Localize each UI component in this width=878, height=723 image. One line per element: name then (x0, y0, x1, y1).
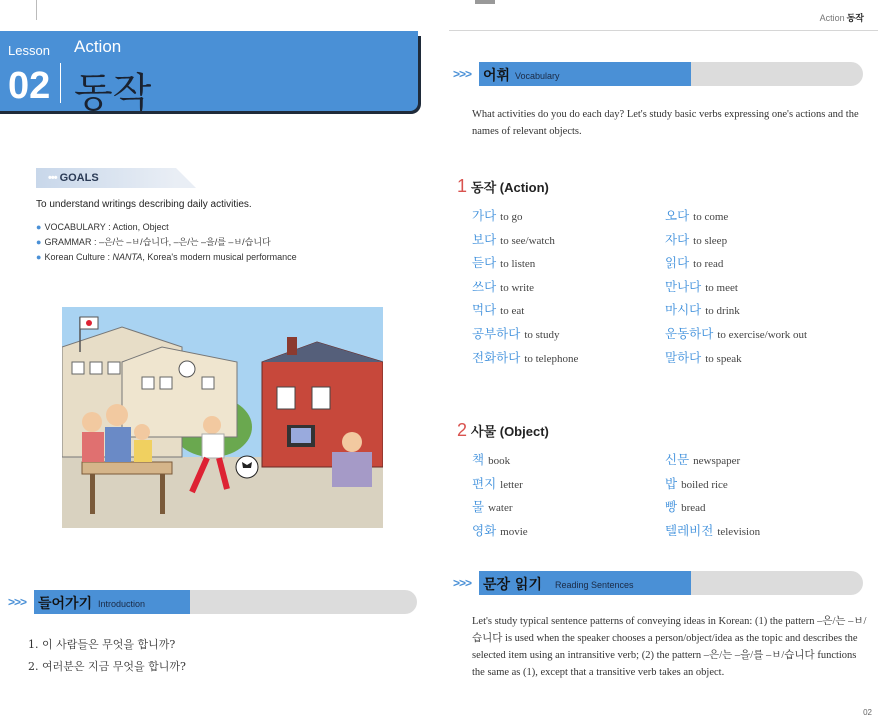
page-number: 02 (863, 708, 872, 717)
vocab-word: 듣다 (472, 255, 497, 271)
goals-label-text: GOALS (59, 172, 99, 184)
vocab-item (665, 251, 807, 275)
goal-item (36, 220, 297, 235)
banner-divider (60, 63, 61, 103)
vocab-gloss: book (488, 455, 511, 467)
vocab-item (472, 495, 528, 519)
vocab-item (665, 448, 760, 472)
vocab-item (472, 322, 578, 346)
reading-title-ko: 문장 읽기 (483, 577, 542, 593)
bullet-icon: ● (36, 252, 42, 262)
object-list-right (665, 448, 760, 542)
arrows-icon: >>> (0, 590, 34, 614)
vocab-word: 말하다 (665, 349, 702, 365)
vocab-item (665, 472, 760, 496)
vocab-item (665, 298, 807, 322)
vocab-section-bar (445, 62, 863, 86)
vocab-item (665, 495, 760, 519)
goal-text-italic: NANTA (112, 252, 143, 262)
goals-intro: To understand writings describing daily activities. (36, 199, 252, 210)
vocab-item (472, 519, 528, 543)
goals-label (48, 172, 99, 184)
vocab-gloss: to study (524, 328, 560, 341)
object-title: 사물 (Object) (471, 424, 549, 439)
action-heading (457, 176, 549, 197)
vocab-word: 운동하다 (665, 325, 714, 341)
vocab-gloss: to drink (705, 305, 740, 318)
reading-section-bar (445, 571, 863, 595)
intro-question: 2. 여러분은 지금 무엇을 합니까? (28, 660, 186, 673)
vocab-item (472, 472, 528, 496)
vocab-word: 공부하다 (472, 325, 521, 341)
vocab-gloss: letter (500, 478, 523, 491)
vocab-word: 읽다 (665, 255, 690, 271)
vocab-item (472, 275, 578, 299)
reading-text: Let's study typical sentence patterns of conveying ideas in Korean: (1) the pattern –은/는 –ㅂ/습니다 is used when the speaker chooses a person/object/idea as the topic and describes the selected item using an intransitive verb; (2) the pattern –은/는 –을/를 –ㅂ/습니다 functions the same as (1), except that a transitive verb takes an object. (472, 616, 867, 678)
lesson-banner (0, 31, 418, 116)
vocab-item (472, 228, 578, 252)
goal-label: Korean Culture : (44, 252, 110, 262)
right-page (439, 0, 878, 723)
goal-text: –은/는 –ㅂ/습니다, –은/는 –을/를 –ㅂ/습니다 (98, 237, 271, 247)
top-tab (475, 0, 495, 4)
vocab-gloss: newspaper (693, 455, 741, 467)
vocab-word: 텔레비전 (665, 522, 714, 538)
intro-title-ko: 들어가기 (38, 596, 93, 612)
vocab-word: 마시다 (665, 302, 702, 318)
vocab-gloss: to come (693, 211, 729, 223)
vocab-item (472, 448, 528, 472)
vocab-gloss: to exercise/work out (717, 328, 808, 341)
running-head (820, 11, 864, 24)
action-list-left (472, 204, 578, 369)
vocab-item (472, 251, 578, 275)
vocab-word: 자다 (665, 231, 690, 247)
vocab-item (665, 519, 760, 543)
goal-text: Action, Object (112, 222, 169, 232)
vocab-word: 전화하다 (472, 349, 521, 365)
vocab-gloss: to speak (705, 352, 742, 365)
lesson-word: Lesson (8, 43, 50, 58)
intro-title-en: Introduction (98, 599, 146, 609)
intro-questions (28, 634, 186, 678)
vocab-word: 가다 (472, 208, 497, 223)
vocab-word: 물 (472, 499, 485, 515)
goal-label: VOCABULARY : (44, 222, 111, 232)
vocab-item (665, 346, 807, 370)
vocab-item (665, 322, 807, 346)
vocab-item (472, 298, 578, 322)
vocab-gloss: to telephone (524, 352, 579, 365)
header-rule (449, 30, 878, 31)
vocab-word: 쓰다 (472, 278, 497, 294)
goal-item (36, 250, 297, 265)
vocab-gloss: to meet (705, 281, 738, 294)
vocab-gloss: to read (693, 258, 724, 271)
goals-list (36, 220, 297, 265)
vocab-word: 오다 (665, 208, 690, 223)
lesson-number: 02 (8, 65, 51, 107)
vocab-description: What activities do you do each day? Let's study basic verbs expressing one's actions and the names of relevant objects. (472, 109, 859, 137)
running-head-ko: 동작 (846, 13, 864, 23)
vocab-word: 만나다 (665, 278, 702, 294)
dots-icon: ••• (48, 172, 57, 184)
goal-text: , Korea's modern musical performance (142, 252, 297, 262)
vocab-gloss: to sleep (693, 234, 728, 247)
vocab-word: 신문 (665, 452, 690, 467)
object-heading (457, 420, 549, 441)
action-list-right (665, 204, 807, 369)
vocab-word: 보다 (472, 231, 497, 247)
vocab-gloss: boiled rice (681, 478, 728, 491)
action-title: 동작 (Action) (471, 180, 549, 195)
vocab-word: 먹다 (472, 302, 497, 318)
vocab-item (472, 204, 578, 228)
arrows-icon: >>> (445, 571, 479, 595)
vocab-gloss: to eat (500, 305, 525, 318)
arrows-icon: >>> (445, 62, 479, 86)
intro-section-bar (0, 590, 417, 614)
vocab-title-ko: 어휘 (483, 68, 511, 84)
reading-title-en: Reading Sentences (555, 580, 634, 590)
vocab-word: 책 (472, 452, 485, 467)
margin-line (36, 0, 37, 20)
vocab-word: 영화 (472, 522, 497, 538)
vocab-gloss: television (717, 525, 761, 538)
vocab-item (665, 275, 807, 299)
bullet-icon: ● (36, 237, 42, 247)
vocab-gloss: water (488, 502, 513, 515)
vocab-item (665, 204, 807, 228)
vocab-gloss: bread (681, 502, 706, 515)
object-number: 2 (457, 420, 468, 440)
goal-label: GRAMMAR : (44, 237, 97, 247)
vocab-title-en: Vocabulary (515, 71, 560, 81)
vocab-gloss: to go (500, 211, 523, 223)
illustration-svg (62, 307, 383, 528)
object-list-left (472, 448, 528, 542)
intro-question: 1. 이 사람들은 무엇을 합니까? (28, 638, 176, 651)
running-head-en: Action (819, 13, 845, 23)
vocab-word: 밥 (665, 475, 678, 491)
action-number: 1 (457, 176, 468, 196)
vocab-gloss: movie (500, 525, 528, 538)
vocab-gloss: to write (500, 281, 535, 294)
bullet-icon: ● (36, 222, 42, 232)
lesson-title-ko: 동작 (74, 70, 152, 116)
vocab-item (665, 228, 807, 252)
vocab-gloss: to see/watch (500, 234, 555, 247)
school-illustration (62, 307, 383, 528)
bar-fill (445, 62, 691, 86)
goal-item (36, 235, 297, 250)
vocab-word: 빵 (665, 499, 678, 515)
lesson-title-en: Action (74, 37, 122, 56)
vocab-gloss: to listen (500, 258, 536, 271)
vocab-item (472, 346, 578, 370)
vocab-word: 편지 (472, 475, 497, 491)
